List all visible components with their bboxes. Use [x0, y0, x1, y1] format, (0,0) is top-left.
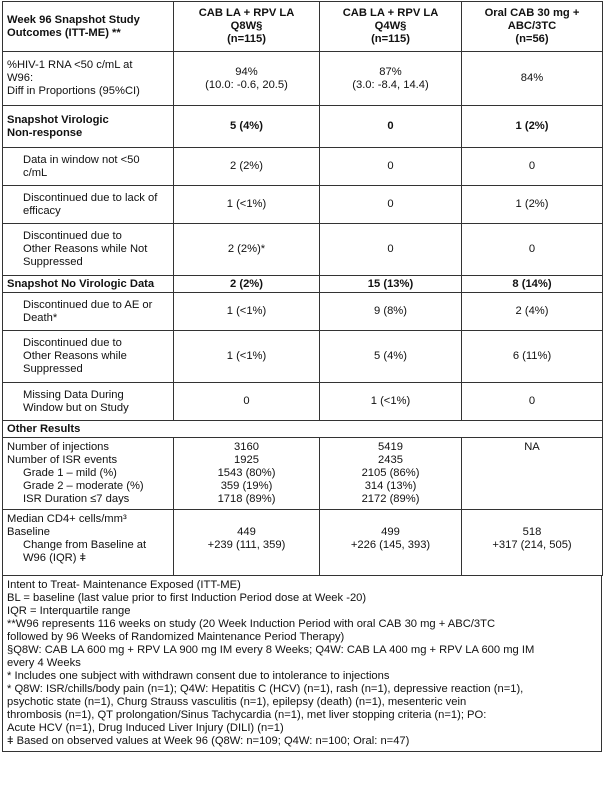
table-row: [3, 293, 603, 331]
cell-q4w: [320, 438, 462, 510]
g2-label: Grade 2 – moderate (%): [23, 480, 144, 492]
cell-q8w: 2 (2%): [174, 276, 320, 293]
cell-q4w: 0: [320, 224, 462, 276]
snapshot-outcomes-table: [2, 1, 603, 576]
header-outcomes: [3, 2, 174, 52]
table-row: [3, 148, 603, 186]
inj-q8w: 3160: [234, 441, 259, 453]
header-q8w: [174, 2, 320, 52]
cell-oral: 1 (2%): [462, 186, 603, 224]
isr-q8w: 1925: [234, 454, 259, 466]
cd4-label-line2: Baseline: [7, 526, 50, 538]
hiv-q8w-pct: 94%: [235, 65, 258, 78]
footnotes: [2, 576, 602, 752]
cell-oral: 8 (14%): [462, 276, 603, 293]
header-q8w-line3: (n=115): [227, 33, 266, 45]
header-oral-line1: Oral CAB 30 mg +: [484, 7, 580, 19]
cell-oral: [462, 510, 603, 576]
mdd-label-line1: Missing Data During: [23, 388, 124, 401]
footnote: every 4 Weeks: [7, 657, 81, 669]
cd4-q8w-baseline: 449: [237, 526, 256, 538]
footnote: Acute HCV (n=1), Drug Induced Liver Injury (DILI) (n=1): [7, 722, 284, 734]
cell-oral: 0: [462, 383, 603, 421]
dor-label-line2: Other Reasons while Not: [23, 243, 148, 255]
footnote: psychotic state (n=1), Churg Strauss vasculitis (n=1), epilepsy (death) (n=1), mesenteric vein: [7, 696, 467, 708]
g1-q4w: 2105 (86%): [361, 467, 420, 479]
footnote: ǂ Based on observed values at Week 96 (Q8W: n=109; Q4W: n=100; Oral: n=47): [7, 735, 410, 747]
cell-q8w: [174, 510, 320, 576]
cell-q4w: 5 (4%): [320, 331, 462, 383]
row-label: [3, 438, 174, 510]
row-label: [3, 148, 174, 186]
cd4-q4w-baseline: 499: [381, 526, 400, 538]
cell-oral: 0: [462, 148, 603, 186]
cd4-oral-change: +317 (214, 505): [492, 539, 572, 551]
isr-label: Number of ISR events: [7, 454, 118, 466]
inj-oral: NA: [524, 441, 540, 453]
cell-q8w: 1 (<1%): [174, 331, 320, 383]
section-row-other-results: [3, 421, 603, 438]
cell-q8w: 1 (<1%): [174, 186, 320, 224]
footnote: **W96 represents 116 weeks on study (20 Week Induction Period with oral CAB 30 mg + ABC/3TC: [7, 618, 496, 630]
g2-q8w: 359 (19%): [220, 480, 273, 492]
header-outcomes-line2: Outcomes (ITT-ME) **: [7, 26, 121, 39]
header-q4w-line3: (n=115): [371, 33, 410, 45]
footnote: IQR = Interquartile range: [7, 605, 131, 617]
diw-label-line2: c/mL: [23, 166, 48, 179]
dur-label: ISR Duration ≤7 days: [23, 493, 130, 505]
dle-label-line2: efficacy: [23, 204, 61, 217]
footnote: * Includes one subject with withdrawn consent due to intolerance to injections: [7, 670, 390, 682]
g1-q8w: 1543 (80%): [217, 467, 276, 479]
diw-label-line1: Data in window not <50: [23, 153, 140, 166]
row-label: [3, 293, 174, 331]
table-row: [3, 383, 603, 421]
cell-oral: 6 (11%): [462, 331, 603, 383]
svn-label-line2: Non-response: [7, 126, 83, 139]
dos-label-line1: Discontinued due to: [23, 337, 122, 349]
dos-label-line3: Suppressed: [23, 363, 83, 375]
dos-label-line2: Other Reasons while: [23, 350, 127, 362]
g2-q4w: 314 (13%): [364, 480, 417, 492]
cell-oral: 0: [462, 224, 603, 276]
hiv-label-line3: Diff in Proportions (95%CI): [7, 85, 140, 97]
footnote: §Q8W: CAB LA 600 mg + RPV LA 900 mg IM every 8 Weeks; Q4W: CAB LA 400 mg + RPV LA 600 mg IM: [7, 644, 535, 656]
header-oral-line2: ABC/3TC: [507, 20, 557, 32]
row-label: [3, 510, 174, 576]
footnote: followed by 96 Weeks of Randomized Maintenance Period Therapy): [7, 631, 345, 643]
footnote: * Q8W: ISR/chills/body pain (n=1); Q4W: Hepatitis C (HCV) (n=1), rash (n=1), depressive reaction (n=1),: [7, 683, 524, 695]
dor-label-line1: Discontinued due to: [23, 230, 122, 242]
cell-oral: [462, 438, 603, 510]
cell-q8w: 0: [174, 383, 320, 421]
row-label: [3, 383, 174, 421]
cell-q4w: 9 (8%): [320, 293, 462, 331]
row-label: [3, 224, 174, 276]
footnote: BL = baseline (last value prior to first Induction Period dose at Week -20): [7, 592, 367, 604]
dle-label-line1: Discontinued due to lack of: [23, 191, 158, 204]
row-label: [3, 106, 174, 148]
hiv-q8w-ci: (10.0: -0.6, 20.5): [205, 78, 288, 91]
cell-q4w: 1 (<1%): [320, 383, 462, 421]
table-row: [3, 510, 603, 576]
cell-q8w: 2 (2%)*: [174, 224, 320, 276]
cd4-label-line1: Median CD4+ cells/mm³: [7, 513, 127, 525]
cell-q8w: [174, 438, 320, 510]
cell-q8w: 1 (<1%): [174, 293, 320, 331]
table-row: [3, 331, 603, 383]
header-q8w-line2: Q8W§: [230, 20, 263, 32]
cell-q4w: 15 (13%): [320, 276, 462, 293]
table-row: [3, 438, 603, 510]
hiv-label-line2: W96:: [7, 72, 34, 84]
inj-label: Number of injections: [7, 441, 109, 453]
row-label: [3, 186, 174, 224]
hiv-q4w-pct: 87%: [379, 65, 402, 78]
footnote: thrombosis (n=1), QT prolongation/Sinus Tachycardia (n=1), met liver stopping criteria (n=1); PO:: [7, 709, 487, 721]
dae-label-line1: Discontinued due to AE or: [23, 298, 153, 311]
table-row: [3, 186, 603, 224]
cd4-label-line4: W96 (IQR) ǂ: [23, 552, 87, 564]
row-label: Snapshot No Virologic Data: [3, 276, 174, 293]
header-q8w-line1: CAB LA + RPV LA: [198, 7, 295, 19]
header-q4w-line2: Q4W§: [374, 20, 407, 32]
cell-q4w: 0: [320, 106, 462, 148]
cell-q4w: 0: [320, 148, 462, 186]
isr-q4w: 2435: [378, 454, 403, 466]
table-row: [3, 276, 603, 293]
cd4-q8w-change: +239 (111, 359): [207, 539, 286, 551]
cell-q8w: 5 (4%): [174, 106, 320, 148]
cell-q8w: 2 (2%): [174, 148, 320, 186]
cell-oral: 2 (4%): [462, 293, 603, 331]
dur-q8w: 1718 (89%): [217, 493, 276, 505]
header-q4w-line1: CAB LA + RPV LA: [342, 7, 439, 19]
row-label: [3, 331, 174, 383]
table-row: [3, 106, 603, 148]
inj-q4w: 5419: [378, 441, 403, 453]
cd4-oral-baseline: 518: [522, 526, 542, 538]
cell-q4w: [320, 510, 462, 576]
svn-label-line1: Snapshot Virologic: [7, 113, 109, 126]
cell-q4w: 0: [320, 186, 462, 224]
dae-label-line2: Death*: [23, 311, 58, 324]
header-outcomes-line1: Week 96 Snapshot Study: [7, 13, 140, 26]
cd4-q4w-change: +226 (145, 393): [350, 539, 431, 551]
cell-oral: 84%: [462, 52, 603, 106]
row-label: [3, 52, 174, 106]
cell-q4w: [320, 52, 462, 106]
header-oral: [462, 2, 603, 52]
snapshot-outcomes-table-page: [2, 1, 602, 752]
footnote: Intent to Treat- Maintenance Exposed (ITT-ME): [7, 579, 241, 591]
table-row: [3, 52, 603, 106]
header-q4w: [320, 2, 462, 52]
dur-q4w: 2172 (89%): [361, 493, 420, 505]
mdd-label-line2: Window but on Study: [23, 401, 129, 414]
hiv-q4w-ci: (3.0: -8.4, 14.4): [352, 78, 429, 91]
cell-oral: 1 (2%): [462, 106, 603, 148]
cell-q8w: [174, 52, 320, 106]
cd4-label-line3: Change from Baseline at: [23, 539, 147, 551]
dor-label-line3: Suppressed: [23, 256, 83, 268]
g1-label: Grade 1 – mild (%): [23, 467, 117, 479]
hiv-label-line1: %HIV-1 RNA <50 c/mL at: [7, 59, 133, 71]
header-row: [3, 2, 603, 52]
section-title: Other Results: [3, 421, 603, 438]
table-row: [3, 224, 603, 276]
header-oral-line3: (n=56): [515, 33, 549, 45]
